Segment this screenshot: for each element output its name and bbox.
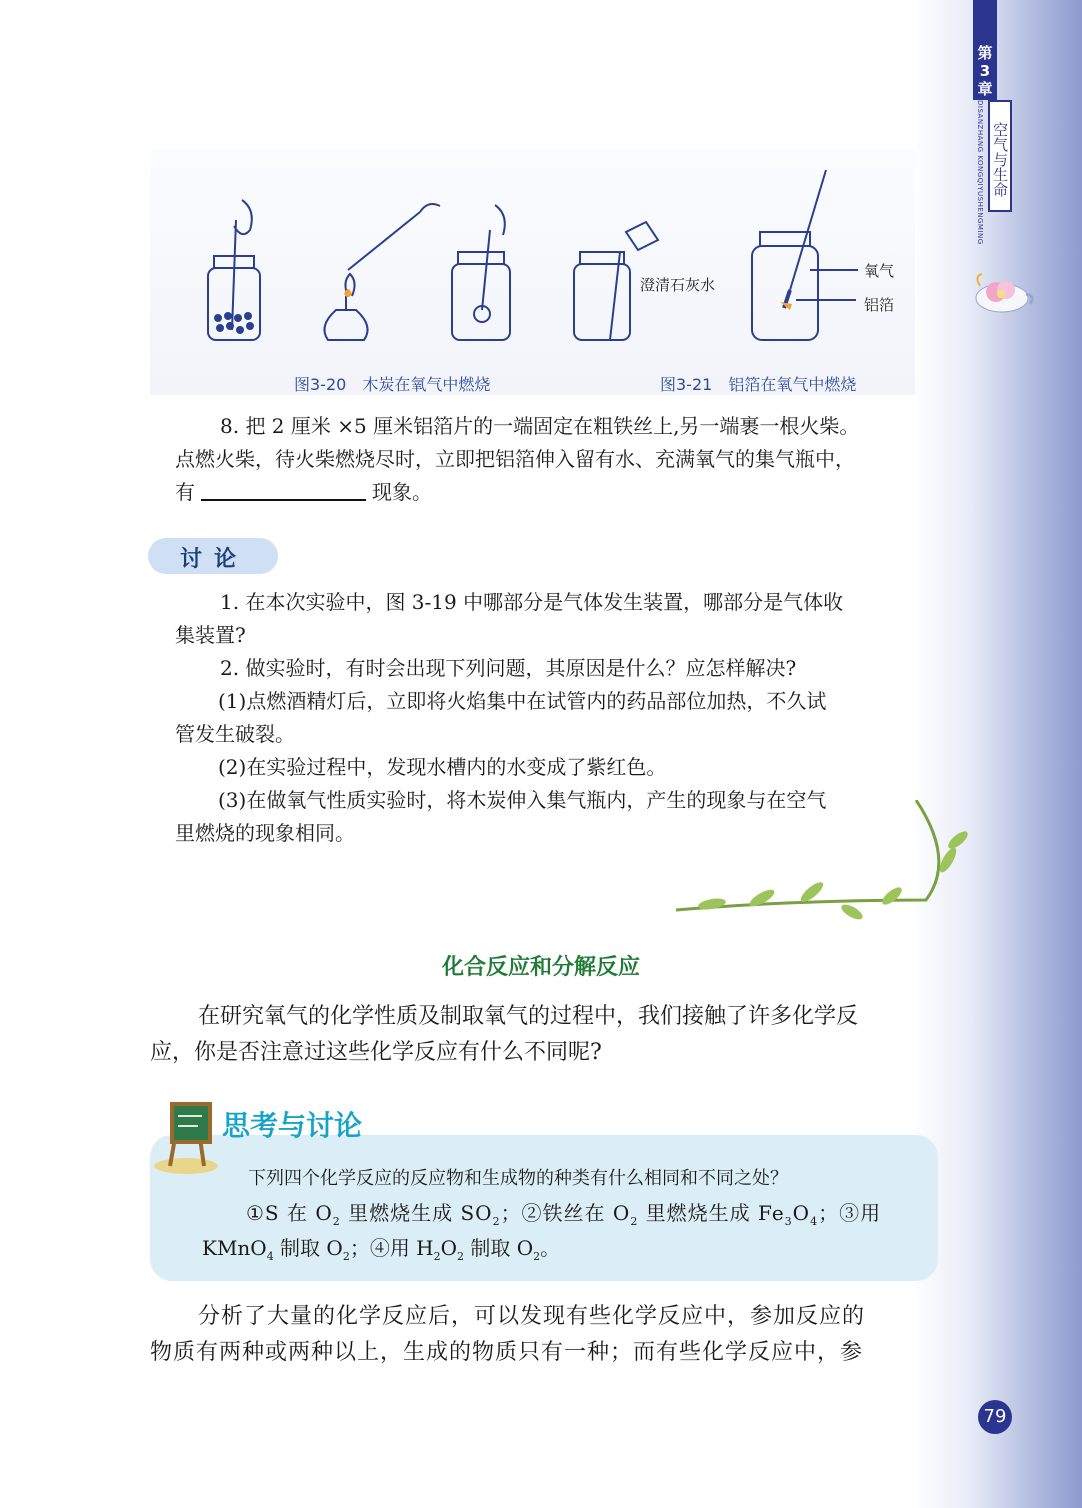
item8-line3-post: 现象。 <box>372 480 432 504</box>
chapter-tab: 第3章 <box>973 0 997 100</box>
subscript: 2 <box>332 1215 341 1228</box>
page-edge-decoration <box>912 0 1082 1508</box>
discussion-q1-line1: 1. 在本次实验中，图 3-19 中哪部分是气体发生装置，哪部分是气体收 <box>220 590 844 614</box>
section-title: 化合反应和分解反应 <box>441 955 640 980</box>
item8-line2: 点燃火柴，待火柴燃烧尽时，立即把铝箔伸入留有水、充满氧气的集气瓶中， <box>175 447 855 471</box>
subscript: 2 <box>457 1250 465 1263</box>
item8-line3-pre: 有 <box>175 480 195 504</box>
think-discuss-title: 思考与讨论 <box>222 1109 363 1142</box>
think-line3-f: 。 <box>540 1236 561 1260</box>
subscript: 4 <box>810 1215 819 1228</box>
think-line1: 下列四个化学反应的反应物和生成物的种类有什么相同和不同之处？ <box>248 1168 788 1189</box>
item8-line3 <box>175 476 432 509</box>
think-line3-d: O <box>440 1236 458 1260</box>
chalkboard-easel-icon <box>150 1096 230 1176</box>
think-line2-d: 里燃烧生成 Fe <box>638 1201 785 1225</box>
think-line2-c: ；②铁丝在 O <box>500 1201 631 1225</box>
figure-caption-3-21: 图3-21 铝箔在氧气中燃烧 <box>660 375 857 394</box>
subscript: 2 <box>433 1250 441 1263</box>
section-intro-line1: 在研究氧气的化学性质及制取氧气的过程中，我们接触了许多化学反 <box>198 1004 859 1029</box>
think-line2-f: ；③用 <box>818 1201 882 1225</box>
subscript: 2 <box>342 1250 350 1263</box>
think-line2-e: O <box>792 1201 811 1225</box>
think-line2-b: 里燃烧生成 SO <box>340 1201 493 1225</box>
item8-line1: 8. 把 2 厘米 ×5 厘米铝箔片的一端固定在粗铁丝上,另一端裹一根火柴。 <box>220 414 860 438</box>
subscript: 3 <box>784 1215 793 1228</box>
discussion-q2b: (2)在实验过程中，发现水槽内的水变成了紫红色。 <box>218 755 667 779</box>
label-limewater: 澄清石灰水 <box>640 276 716 294</box>
discussion-q1-line2: 集装置? <box>175 623 246 647</box>
discussion-q2c-line1: (3)在做氧气性质实验时，将木炭伸入集气瓶内，产生的现象与在空气 <box>218 788 827 812</box>
vine-decoration <box>672 800 972 930</box>
page-number: 79 <box>978 1400 1012 1434</box>
think-line3-a: KMnO <box>202 1236 267 1260</box>
analysis-line2: 物质有两种或两种以上，生成的物质只有一种；而有些化学反应中，参 <box>150 1340 864 1365</box>
label-foil: 铝箔 <box>864 296 895 314</box>
chapter-pinyin: DISANZHANG KONGQIYUSHENGMING <box>976 100 984 245</box>
think-line3-c: ；④用 H <box>349 1236 434 1260</box>
label-oxygen: 氧气 <box>864 262 895 280</box>
discussion-q2a-line1: (1)点燃酒精灯后，立即将火焰集中在试管内的药品部位加热，不久试 <box>218 689 827 713</box>
subscript: 4 <box>266 1250 274 1263</box>
discussion-q2c-line2: 里燃烧的现象相同。 <box>175 821 355 845</box>
flower-cup-icon <box>966 268 1036 318</box>
experiment-illustration <box>150 160 915 360</box>
subscript: 2 <box>630 1215 639 1228</box>
discussion-q2a-line2: 管发生破裂。 <box>175 722 295 746</box>
subscript: 2 <box>492 1215 501 1228</box>
discussion-q2: 2. 做实验时，有时会出现下列问题，其原因是什么？应怎样解决? <box>220 656 797 680</box>
subscript: 2 <box>533 1250 541 1263</box>
think-line3-e: 制取 O <box>464 1236 534 1260</box>
chapter-title: 空气与生命 <box>988 100 1012 212</box>
think-line3-b: 制取 O <box>273 1236 343 1260</box>
answer-blank[interactable] <box>201 479 366 501</box>
figure-caption-3-20: 图3-20 木炭在氧气中燃烧 <box>294 375 491 394</box>
think-line3 <box>202 1232 560 1273</box>
think-line2-a: ①S 在 O <box>246 1201 333 1225</box>
discussion-header <box>148 538 278 574</box>
discussion-title: 讨论 <box>180 547 249 572</box>
analysis-line1: 分析了大量的化学反应后，可以发现有些化学反应中，参加反应的 <box>198 1304 866 1329</box>
section-intro-line2: 应，你是否注意过这些化学反应有什么不同呢? <box>150 1040 602 1065</box>
